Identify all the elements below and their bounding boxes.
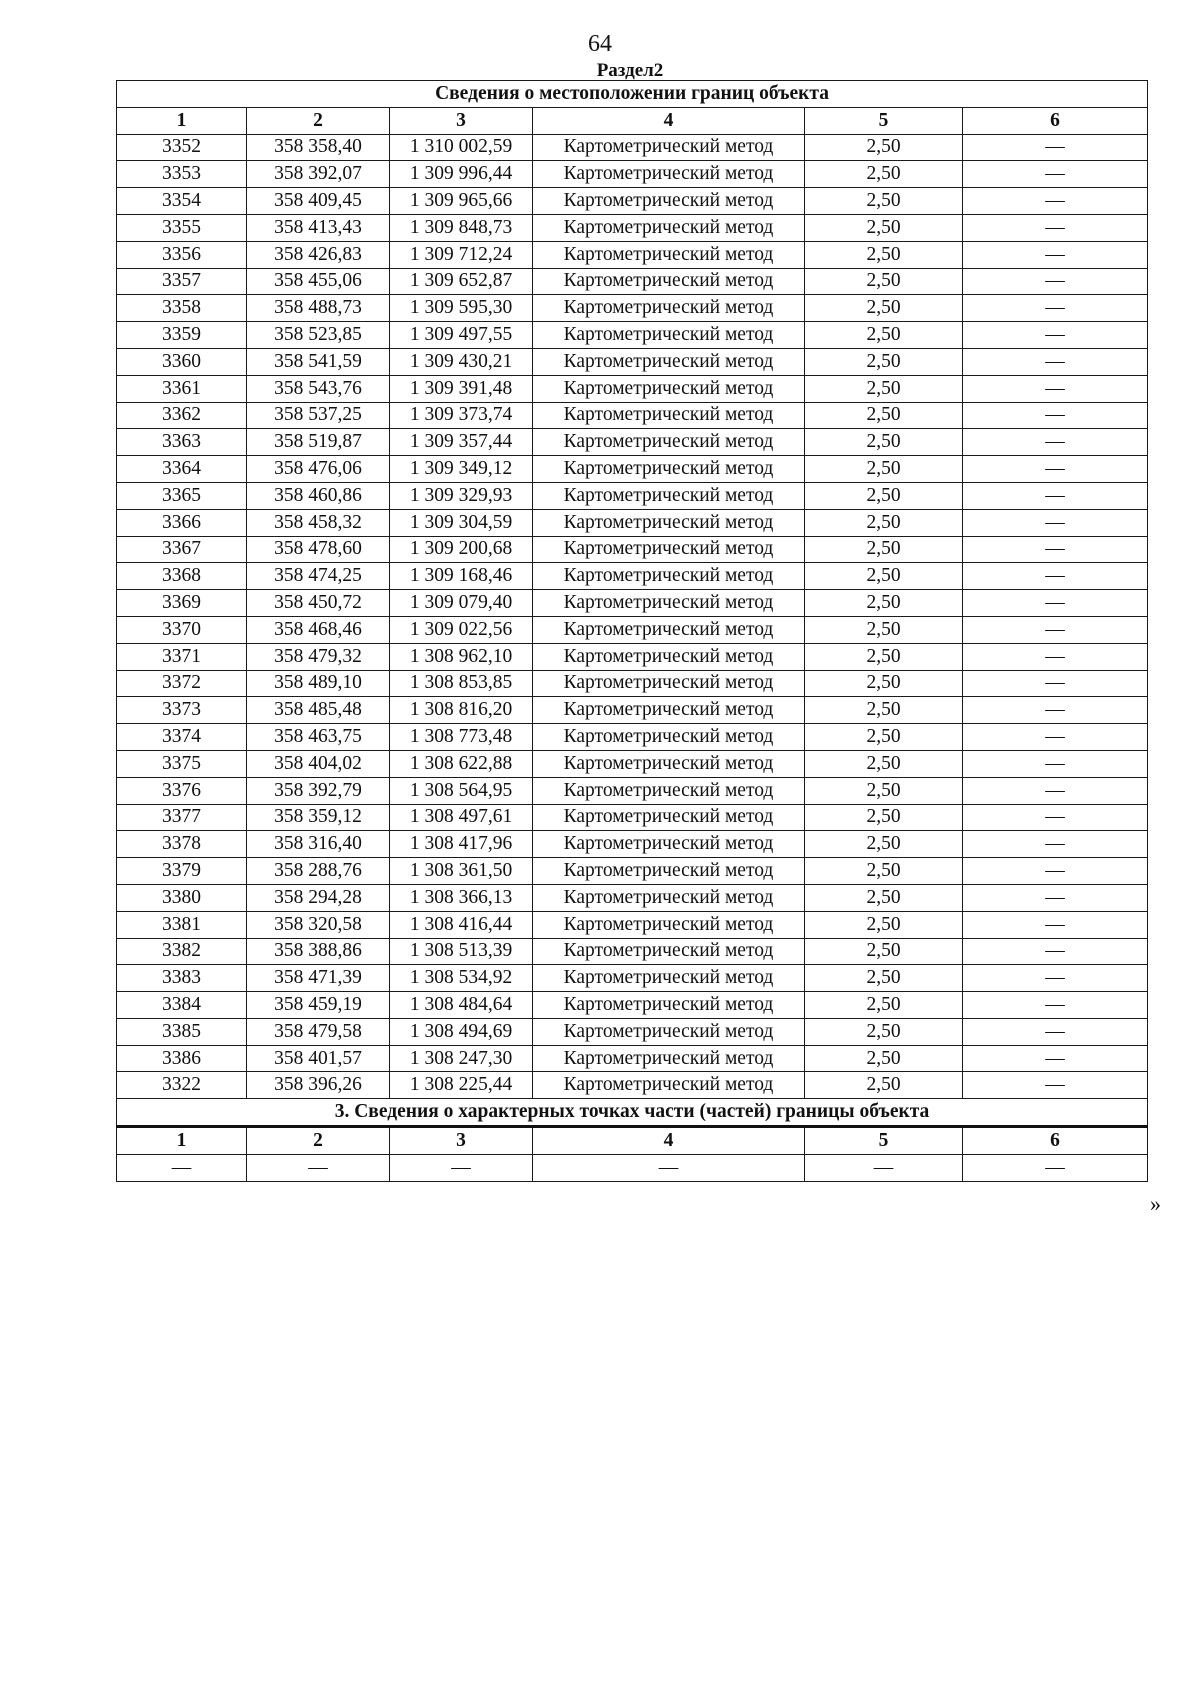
table-row-cell: Картометрический метод [533,295,805,322]
table-row-cell: 3373 [117,697,247,724]
table-row-cell: Картометрический метод [533,456,805,483]
table-row-cell: 2,50 [805,375,963,402]
table-row [117,616,1148,643]
table-row-cell: 1 308 361,50 [390,858,533,885]
table-row-cell: 3359 [117,322,247,349]
column-header-cell: 1 [117,107,247,134]
table-row-cell: 3360 [117,348,247,375]
column-header-cell: 2 [247,107,390,134]
table-row-cell: Картометрический метод [533,509,805,536]
table-row-cell: 1 309 022,56 [390,616,533,643]
table-row-cell: — [963,1072,1148,1099]
boundary-table-body [117,81,1148,1182]
table-row-cell: 1 309 430,21 [390,348,533,375]
table-row-cell: 358 489,10 [247,670,390,697]
table-row-cell: Картометрический метод [533,858,805,885]
table-row [117,456,1148,483]
table-row-cell: — [963,616,1148,643]
table-row-cell: 3365 [117,482,247,509]
table-row-cell: — [963,724,1148,751]
table-row-cell: 3382 [117,938,247,965]
table-row-cell: 3374 [117,724,247,751]
table-row-cell: 2,50 [805,590,963,617]
table-row-cell: — [963,268,1148,295]
table-row-cell: 358 358,40 [247,134,390,161]
table-row-cell: Картометрический метод [533,375,805,402]
table-row-cell: 358 476,06 [247,456,390,483]
table-row-cell: 1 309 304,59 [390,509,533,536]
table-row-cell: 3370 [117,616,247,643]
table-row-cell: Картометрический метод [533,804,805,831]
table-row [117,536,1148,563]
table-row-cell: — [963,804,1148,831]
table-row-cell: 358 413,43 [247,214,390,241]
table-row-cell: 2,50 [805,563,963,590]
table-row-cell: 358 401,57 [247,1045,390,1072]
column-header-cell: 5 [805,107,963,134]
table-row-cell: Картометрический метод [533,992,805,1019]
table-row-cell: 358 474,25 [247,563,390,590]
table-row-cell: 2,50 [805,429,963,456]
table-row-cell: 358 459,19 [247,992,390,1019]
table-row [117,831,1148,858]
table-row [117,1045,1148,1072]
table-row-cell: 358 320,58 [247,911,390,938]
table-row [117,992,1148,1019]
table-row-cell: 3381 [117,911,247,938]
table-row-cell: 358 543,76 [247,375,390,402]
part-column-header-cell: 3 [390,1127,533,1155]
table-row-cell: — [963,777,1148,804]
closing-quote: » [1150,1191,1161,1216]
table-row-cell: 3372 [117,670,247,697]
table-row [117,375,1148,402]
table-row-cell: 1 308 247,30 [390,1045,533,1072]
table-row-cell: 1 309 079,40 [390,590,533,617]
table-row [117,161,1148,188]
table-row-cell: 2,50 [805,777,963,804]
part-column-header [117,1127,1148,1155]
table-row-cell: 1 308 366,13 [390,884,533,911]
table-row-cell: 1 308 513,39 [390,938,533,965]
table-row-cell: — [963,322,1148,349]
table-row-cell: 2,50 [805,1072,963,1099]
table-row-cell: 3364 [117,456,247,483]
table-row-cell: Картометрический метод [533,911,805,938]
table-row-cell: 3354 [117,188,247,215]
table-title: Сведения о местоположении границ объекта [117,81,1148,108]
part-table-row-cell: — [533,1154,805,1181]
part-table-row-cell: — [805,1154,963,1181]
part-section-title-row [117,1099,1148,1127]
table-row [117,777,1148,804]
table-row [117,402,1148,429]
table-row-cell: 358 388,86 [247,938,390,965]
table-row-cell: 1 308 773,48 [390,724,533,751]
table-row-cell: — [963,188,1148,215]
table-row-cell: — [963,375,1148,402]
table-row-cell: — [963,590,1148,617]
table-row-cell: Картометрический метод [533,884,805,911]
table-row-cell: 358 519,87 [247,429,390,456]
table-row [117,268,1148,295]
table-row-cell: Картометрический метод [533,643,805,670]
table-row-cell: 1 309 595,30 [390,295,533,322]
table-row-cell: 2,50 [805,616,963,643]
table-row-cell: 358 316,40 [247,831,390,858]
table-row-cell: 358 537,25 [247,402,390,429]
table-row-cell: — [963,965,1148,992]
table-row-cell: 358 488,73 [247,295,390,322]
table-row-cell: Картометрический метод [533,1018,805,1045]
table-row-cell: 2,50 [805,161,963,188]
table-row-cell: 3356 [117,241,247,268]
table-row-cell: 1 309 329,93 [390,482,533,509]
table-row-cell: — [963,884,1148,911]
table-row-cell: 2,50 [805,965,963,992]
table-row-cell: 1 308 816,20 [390,697,533,724]
table-row-cell: 2,50 [805,858,963,885]
table-row-cell: 358 392,79 [247,777,390,804]
table-row-cell: 1 310 002,59 [390,134,533,161]
table-row-cell: 1 308 417,96 [390,831,533,858]
table-row-cell: 2,50 [805,322,963,349]
table-row-cell: 3361 [117,375,247,402]
table-row-cell: 1 308 962,10 [390,643,533,670]
part-table-row-cell: — [390,1154,533,1181]
table-row [117,670,1148,697]
part-table-row-cell: — [247,1154,390,1181]
table-row-cell: — [963,750,1148,777]
table-row [117,724,1148,751]
part-column-header-cell: 2 [247,1127,390,1155]
table-row-cell: 2,50 [805,188,963,215]
table-row-cell: 2,50 [805,911,963,938]
table-row-cell: 1 309 373,74 [390,402,533,429]
table-row-cell: 3352 [117,134,247,161]
table-row [117,590,1148,617]
table-row-cell: — [963,1045,1148,1072]
part-table-row-cell: — [117,1154,247,1181]
table-title-row [117,81,1148,108]
boundary-table [116,80,1148,1182]
table-row-cell: 2,50 [805,241,963,268]
table-row-cell: 2,50 [805,938,963,965]
table-row-cell: Картометрический метод [533,134,805,161]
table-row-cell: Картометрический метод [533,670,805,697]
table-row-cell: — [963,911,1148,938]
table-row-cell: — [963,831,1148,858]
table-row-cell: 3363 [117,429,247,456]
table-row-cell: 1 309 996,44 [390,161,533,188]
table-row-cell: — [963,1018,1148,1045]
table-row-cell: 3377 [117,804,247,831]
table-row-cell: Картометрический метод [533,750,805,777]
table-row-cell: Картометрический метод [533,1072,805,1099]
table-row-cell: 1 309 391,48 [390,375,533,402]
table-row-cell: 2,50 [805,214,963,241]
table-row [117,509,1148,536]
table-row-cell: Картометрический метод [533,322,805,349]
section-label: Раздел2 [596,60,664,81]
table-row-cell: 3362 [117,402,247,429]
table-row-cell: Картометрический метод [533,402,805,429]
table-row-cell: Картометрический метод [533,697,805,724]
table-row-cell: 3383 [117,965,247,992]
table-row [117,322,1148,349]
table-row [117,643,1148,670]
table-row-cell: 1 308 225,44 [390,1072,533,1099]
table-row-cell: 1 308 484,64 [390,992,533,1019]
part-table-row-cell: — [963,1154,1148,1181]
table-row-cell: 1 308 853,85 [390,670,533,697]
table-row-cell: 3384 [117,992,247,1019]
table-row-cell: — [963,697,1148,724]
table-row-cell: — [963,429,1148,456]
table-row-cell: 3380 [117,884,247,911]
table-row-cell: 358 460,86 [247,482,390,509]
table-row-cell: Картометрический метод [533,188,805,215]
table-row-cell: 2,50 [805,295,963,322]
column-header-cell: 4 [533,107,805,134]
table-row-cell: Картометрический метод [533,724,805,751]
table-row-cell: 1 309 200,68 [390,536,533,563]
table-row-cell: 358 463,75 [247,724,390,751]
table-row-cell: 1 309 848,73 [390,214,533,241]
table-row-cell: 358 450,72 [247,590,390,617]
table-row-cell: 358 485,48 [247,697,390,724]
part-section-title: 3. Сведения о характерных точках части (частей) границы объекта [117,1099,1148,1127]
table-row-cell: Картометрический метод [533,965,805,992]
table-row-cell: 2,50 [805,1018,963,1045]
table-row-cell: 3367 [117,536,247,563]
table-row-cell: — [963,348,1148,375]
table-row-cell: 358 288,76 [247,858,390,885]
table-row-cell: 1 309 652,87 [390,268,533,295]
table-row [117,750,1148,777]
table-row-cell: 2,50 [805,482,963,509]
table-row-cell: — [963,402,1148,429]
table-row-cell: 1 308 416,44 [390,911,533,938]
table-row-cell: 1 308 494,69 [390,1018,533,1045]
table-row [117,241,1148,268]
table-row-cell: 1 309 965,66 [390,188,533,215]
part-column-header-cell: 4 [533,1127,805,1155]
table-row-cell: 358 426,83 [247,241,390,268]
table-row-cell: — [963,456,1148,483]
table-row-cell: — [963,295,1148,322]
table-row-cell: 358 392,07 [247,161,390,188]
table-row-cell: 2,50 [805,1045,963,1072]
table-row-cell: 2,50 [805,402,963,429]
table-row [117,911,1148,938]
table-row-cell: 2,50 [805,134,963,161]
table-row-cell: 3386 [117,1045,247,1072]
table-row-cell: 1 308 497,61 [390,804,533,831]
table-row-cell: — [963,563,1148,590]
table-row-cell: 358 471,39 [247,965,390,992]
table-row-cell: — [963,938,1148,965]
table-row [117,295,1148,322]
table-row-cell: 1 308 622,88 [390,750,533,777]
table-row-cell: 2,50 [805,831,963,858]
table-row-cell: 358 455,06 [247,268,390,295]
part-table-row [117,1154,1148,1181]
table-row [117,1018,1148,1045]
table-row-cell: 3353 [117,161,247,188]
table-row-cell: 1 309 349,12 [390,456,533,483]
table-row [117,884,1148,911]
table-row [117,429,1148,456]
table-row-cell: — [963,536,1148,563]
table-row-cell: 1 309 357,44 [390,429,533,456]
table-row [117,563,1148,590]
table-row-cell: Картометрический метод [533,348,805,375]
table-row-cell: — [963,214,1148,241]
table-row-cell: — [963,670,1148,697]
table-row [117,804,1148,831]
table-row-cell: 358 396,26 [247,1072,390,1099]
table-row [117,134,1148,161]
table-row-cell: 2,50 [805,804,963,831]
part-column-header-cell: 6 [963,1127,1148,1155]
table-row-cell: 2,50 [805,509,963,536]
table-row-cell: 3371 [117,643,247,670]
table-row-cell: 358 479,58 [247,1018,390,1045]
table-row-cell: 2,50 [805,750,963,777]
table-row [117,1072,1148,1099]
table-row-cell: 3366 [117,509,247,536]
table-row-cell: Картометрический метод [533,161,805,188]
table-row-cell: Картометрический метод [533,536,805,563]
table-row [117,348,1148,375]
column-header [117,107,1148,134]
table-row-cell: — [963,643,1148,670]
table-row [117,482,1148,509]
table-row-cell: 358 478,60 [247,536,390,563]
table-row [117,938,1148,965]
table-row-cell: 3355 [117,214,247,241]
table-row-cell: Картометрический метод [533,777,805,804]
table-row-cell: 3358 [117,295,247,322]
table-row-cell: 358 541,59 [247,348,390,375]
table-row-cell: Картометрический метод [533,590,805,617]
table-row-cell: 3357 [117,268,247,295]
table-row-cell: 3375 [117,750,247,777]
table-row-cell: — [963,992,1148,1019]
table-row-cell: 358 294,28 [247,884,390,911]
table-row-cell: 2,50 [805,536,963,563]
table-row-cell: 2,50 [805,348,963,375]
table-row [117,697,1148,724]
table-row-cell: Картометрический метод [533,616,805,643]
part-column-header-cell: 1 [117,1127,247,1155]
table-row [117,188,1148,215]
table-row-cell: — [963,241,1148,268]
table-row-cell: 2,50 [805,643,963,670]
table-row-cell: 1 308 534,92 [390,965,533,992]
table-row-cell: 358 409,45 [247,188,390,215]
table-row-cell: 3378 [117,831,247,858]
table-row-cell: 3369 [117,590,247,617]
table-row-cell: 1 309 712,24 [390,241,533,268]
table-row-cell: Картометрический метод [533,214,805,241]
table-row-cell: 2,50 [805,268,963,295]
table-row [117,858,1148,885]
table-row-cell: Картометрический метод [533,831,805,858]
table-row-cell: Картометрический метод [533,429,805,456]
table-row-cell: 1 308 564,95 [390,777,533,804]
table-row-cell: Картометрический метод [533,563,805,590]
column-header-cell: 6 [963,107,1148,134]
table-row [117,214,1148,241]
table-row-cell: 2,50 [805,670,963,697]
table-row-cell: Картометрический метод [533,268,805,295]
table-row-cell: 3379 [117,858,247,885]
table-row-cell: 3385 [117,1018,247,1045]
table-row-cell: 2,50 [805,724,963,751]
table-row-cell: 2,50 [805,456,963,483]
table-row-cell: — [963,509,1148,536]
table-row-cell: — [963,858,1148,885]
part-column-header-cell: 5 [805,1127,963,1155]
table-row-cell: 3376 [117,777,247,804]
table-row-cell: — [963,161,1148,188]
column-header-cell: 3 [390,107,533,134]
table-row-cell: 358 479,32 [247,643,390,670]
table-row-cell: 3322 [117,1072,247,1099]
table-row [117,965,1148,992]
table-row-cell: 358 458,32 [247,509,390,536]
table-row-cell: 358 468,46 [247,616,390,643]
table-row-cell: 2,50 [805,884,963,911]
table-row-cell: 358 359,12 [247,804,390,831]
table-row-cell: — [963,482,1148,509]
table-row-cell: 358 523,85 [247,322,390,349]
table-row-cell: 1 309 497,55 [390,322,533,349]
table-row-cell: 3368 [117,563,247,590]
table-row-cell: 2,50 [805,992,963,1019]
table-row-cell: Картометрический метод [533,241,805,268]
table-row-cell: 358 404,02 [247,750,390,777]
page-number: 64 [588,31,612,57]
table-row-cell: Картометрический метод [533,482,805,509]
table-row-cell: 2,50 [805,697,963,724]
table-row-cell: Картометрический метод [533,938,805,965]
table-row-cell: 1 309 168,46 [390,563,533,590]
table-row-cell: — [963,134,1148,161]
table-row-cell: Картометрический метод [533,1045,805,1072]
